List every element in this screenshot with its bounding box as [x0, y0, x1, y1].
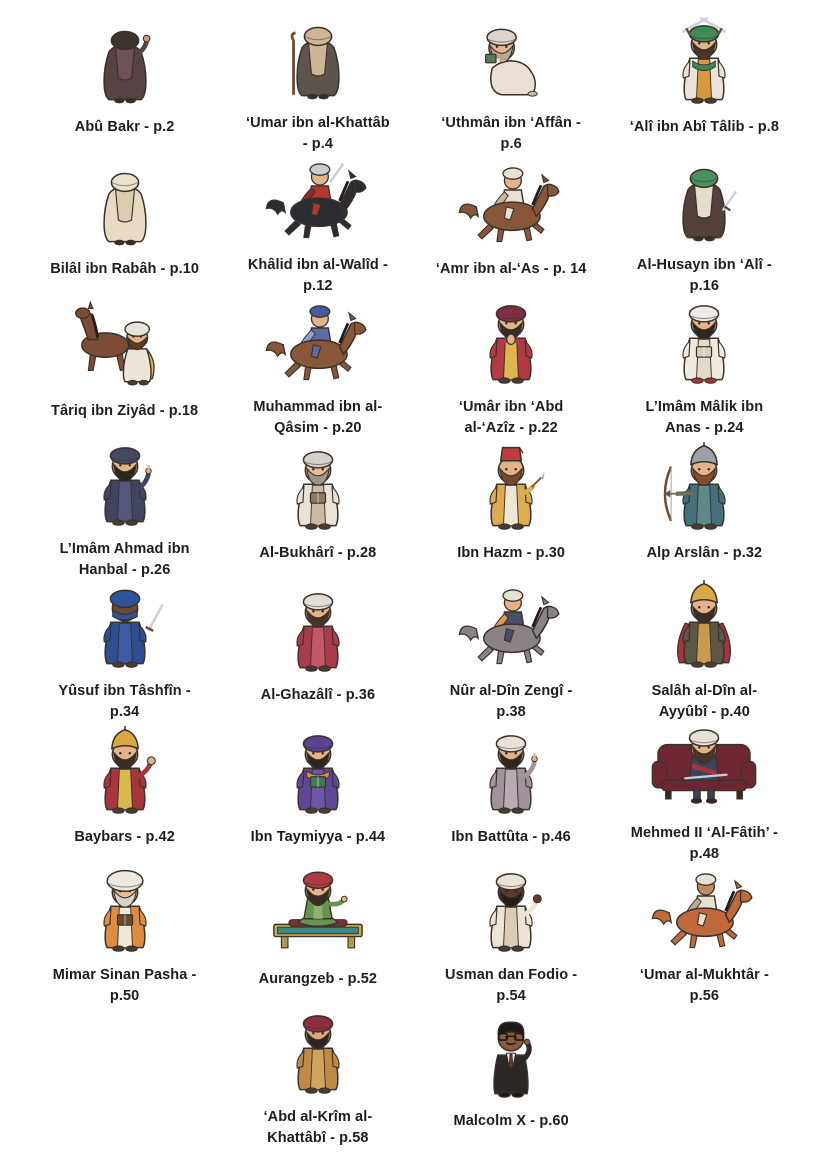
illustration-malcolm-x: [464, 1006, 558, 1104]
toc-entry-ibn-taymiyya[interactable]: [221, 722, 414, 864]
entry-caption: ‘Umar ibn al-Khattâb - p.4: [245, 115, 390, 153]
toc-entry-uthman-ibn-affan[interactable]: [415, 12, 608, 154]
toc-entry-muhammad-ibn-al-qasim[interactable]: [221, 296, 414, 438]
toc-entry-mimar-sinan-pasha[interactable]: [28, 864, 221, 1006]
toc-entry-mehmed-ii-al-fatih[interactable]: [608, 722, 801, 864]
toc-entry-al-ghazali[interactable]: [221, 580, 414, 722]
entry-caption: Mehmed II ‘Al-Fâtih’ - p.48: [630, 825, 778, 863]
toc-entry-bilal-ibn-rabah[interactable]: [28, 154, 221, 296]
toc-entry-aurangzeb[interactable]: [221, 864, 414, 1006]
entry-caption: Ibn Taymiyya - p.44: [250, 829, 386, 845]
toc-entry-umar-al-mukhtar[interactable]: [608, 864, 801, 1006]
toc-entry-malcolm-x[interactable]: [415, 1006, 608, 1148]
entry-caption: L’Imâm Ahmad ibn Hanbal - p.26: [59, 541, 190, 579]
entry-caption: Al-Ghazâlî - p.36: [260, 687, 376, 703]
toc-entry-ibn-hazm[interactable]: [415, 438, 608, 580]
illustration-ibn-battuta: [464, 722, 558, 820]
entry-caption: ‘Abd al-Krîm al-Khattâbî - p.58: [263, 1109, 373, 1147]
toc-entry-usman-dan-fodio[interactable]: [415, 864, 608, 1006]
illustration-al-ghazali: [271, 580, 365, 678]
entry-caption: ‘Uthmân ibn ‘Affân - p.6: [441, 115, 581, 153]
toc-entry-malik-ibn-anas[interactable]: [608, 296, 801, 438]
entry-caption: Salâh al-Dîn al-Ayyûbî - p.40: [651, 683, 758, 721]
toc-entry-abu-bakr[interactable]: [28, 12, 221, 154]
entry-caption: Usman dan Fodio - p.54: [445, 967, 578, 1005]
illustration-salah-al-din-al-ayyubi: [657, 580, 751, 674]
entry-caption: ‘Alî ibn Abî Tâlib - p.8: [629, 119, 780, 135]
illustration-ibn-taymiyya: [271, 722, 365, 820]
illustration-ibn-hazm: [464, 438, 558, 536]
entry-caption: Baybars - p.42: [74, 829, 175, 845]
toc-entry-tariq-ibn-ziyad[interactable]: [28, 296, 221, 438]
entry-caption: Mimar Sinan Pasha - p.50: [52, 967, 197, 1005]
entry-caption: Yûsuf ibn Tâshfîn - p.34: [58, 683, 191, 721]
entry-caption: Muhammad ibn al-Qâsim - p.20: [253, 399, 383, 437]
illustration-aurangzeb: [257, 864, 379, 962]
illustration-mehmed-ii-al-fatih: [643, 722, 765, 816]
toc-entry-amr-ibn-al-as[interactable]: [415, 154, 608, 296]
entry-caption: Al-Bukhârî - p.28: [259, 545, 377, 561]
toc-entry-yusuf-ibn-tashfin[interactable]: [28, 580, 221, 722]
toc-entry-abd-al-krim-al-khattabi[interactable]: [221, 1006, 414, 1148]
illustration-muhammad-ibn-al-qasim: [257, 296, 379, 390]
toc-entry-umar-ibn-abd-al-aziz[interactable]: [415, 296, 608, 438]
illustration-baybars: [78, 722, 172, 820]
illustration-ahmad-ibn-hanbal: [78, 438, 172, 532]
entry-caption: Târiq ibn Ziyâd - p.18: [51, 403, 199, 419]
illustration-malik-ibn-anas: [657, 296, 751, 390]
entry-caption: Ibn Battûta - p.46: [451, 829, 571, 845]
entry-caption: Ibn Hazm - p.30: [457, 545, 566, 561]
illustration-amr-ibn-al-as: [450, 154, 572, 252]
illustration-nur-al-din-zengi: [450, 580, 572, 674]
illustration-mimar-sinan-pasha: [78, 864, 172, 958]
illustration-umar-ibn-al-khattab: [271, 12, 365, 106]
entry-caption: Alp Arslân - p.32: [646, 545, 763, 561]
toc-entry-ibn-battuta[interactable]: [415, 722, 608, 864]
toc-entry-al-husayn-ibn-ali[interactable]: [608, 154, 801, 296]
illustration-ali-ibn-abi-talib: [657, 12, 751, 110]
entry-caption: ‘Umâr ibn ‘Abd al-‘Azîz - p.22: [458, 399, 564, 437]
illustration-yusuf-ibn-tashfin: [78, 580, 172, 674]
illustration-khalid-ibn-al-walid: [257, 154, 379, 248]
entry-caption: Khâlid ibn al-Walîd - p.12: [247, 257, 388, 295]
illustration-uthman-ibn-affan: [464, 12, 558, 106]
entry-caption: ‘Umar al-Mukhtâr - p.56: [639, 967, 769, 1005]
illustration-al-husayn-ibn-ali: [657, 154, 751, 248]
entry-caption: Bilâl ibn Rabâh - p.10: [50, 261, 200, 277]
illustration-abd-al-krim-al-khattabi: [271, 1006, 365, 1100]
illustration-alp-arslan: [657, 438, 751, 536]
toc-entry-al-bukhari[interactable]: [221, 438, 414, 580]
entry-caption: L’Imâm Mâlik ibn Anas - p.24: [645, 399, 764, 437]
toc-entry-ahmad-ibn-hanbal[interactable]: [28, 438, 221, 580]
illustration-umar-al-mukhtar: [643, 864, 765, 958]
entry-caption: Abû Bakr - p.2: [74, 119, 175, 135]
toc-entry-ali-ibn-abi-talib[interactable]: [608, 12, 801, 154]
illustration-bilal-ibn-rabah: [78, 154, 172, 252]
illustration-al-bukhari: [271, 438, 365, 536]
toc-entry-nur-al-din-zengi[interactable]: [415, 580, 608, 722]
entry-caption: Aurangzeb - p.52: [258, 971, 378, 987]
illustration-tariq-ibn-ziyad: [64, 296, 186, 394]
toc-entry-khalid-ibn-al-walid[interactable]: [221, 154, 414, 296]
toc-entry-baybars[interactable]: [28, 722, 221, 864]
toc-entry-salah-al-din-al-ayyubi[interactable]: [608, 580, 801, 722]
illustration-umar-ibn-abd-al-aziz: [464, 296, 558, 390]
entry-caption: Al-Husayn ibn ‘Alî - p.16: [636, 257, 772, 295]
toc-entry-alp-arslan[interactable]: [608, 438, 801, 580]
entry-caption: ‘Amr ibn al-‘As - p. 14: [435, 261, 587, 277]
illustration-usman-dan-fodio: [464, 864, 558, 958]
toc-entry-umar-ibn-al-khattab[interactable]: [221, 12, 414, 154]
entry-caption: Malcolm X - p.60: [453, 1113, 569, 1129]
illustration-abu-bakr: [78, 12, 172, 110]
entry-caption: Nûr al-Dîn Zengî - p.38: [449, 683, 573, 721]
